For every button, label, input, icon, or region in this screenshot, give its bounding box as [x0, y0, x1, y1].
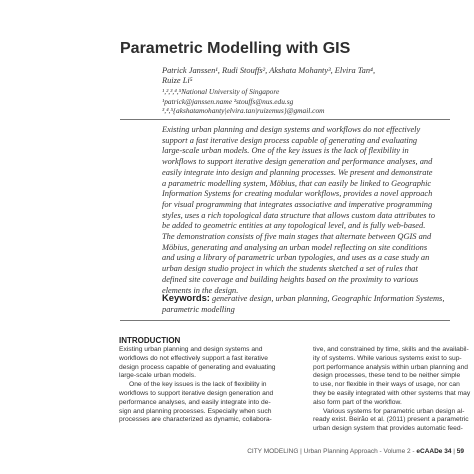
body-line: to use, nor flexible in their ways of usage, nor can	[313, 381, 460, 389]
abstract-line: Existing urban planning and design systems and workflows do not effectively	[162, 125, 421, 134]
footer-running-title: CITY MODELING | Urban Planning Approach - Volume 2 -	[247, 448, 417, 455]
abstract-line: a parametric modelling system, Möbius, that can easily be linked to Geographic	[162, 178, 432, 188]
body-line: they be easily integrated with other systems that may	[313, 389, 471, 397]
abstract-line: Möbius, generating and analysing an urban model reflecting on site conditions	[162, 242, 428, 252]
abstract-line: easily integrate into design and planning processes. We present and demonstrate	[162, 167, 433, 177]
body-line: design process capable of generating and evaluating	[119, 363, 276, 371]
keywords	[162, 292, 445, 315]
abstract-line: support a fast iterative design process capable of generating and evaluating	[162, 135, 418, 145]
body-line: large-scale urban models.	[119, 372, 196, 380]
page-number: 59	[456, 448, 464, 455]
author-line: Ruize Li⁵	[162, 76, 193, 85]
abstract-line: styles, uses a rich topological data structure that allows custom data attributes to	[162, 210, 436, 220]
keywords-label: Keywords:	[162, 292, 210, 303]
abstract-line: urban design studio project in which the students sketched a set of rules that	[162, 264, 418, 274]
body-line: performance analyses, and easily integrate into de-	[119, 398, 271, 406]
abstract-line: defined site coverage and building heights based on the proximity to various	[162, 274, 419, 284]
body-line: workflows do not effectively support a fast iterative	[119, 354, 268, 362]
body-column-left	[119, 346, 291, 425]
body-column-right	[313, 346, 474, 434]
abstract-line: be added to geometric entities at any topological level, and is fully web-based.	[162, 221, 426, 231]
keywords-line: parametric modelling	[162, 304, 235, 314]
author-line: Patrick Janssen¹, Rudi Stouffs², Akshata Mohanty³, Elvira Tan⁴,	[162, 66, 376, 75]
body-line: Various systems for parametric urban design al-	[323, 407, 465, 415]
email-line: ¹patrick@janssen.name ²stouffs@nus.edu.sg	[162, 96, 294, 106]
abstract-bottom-rule	[120, 320, 450, 321]
author-list	[162, 66, 410, 86]
affiliation-line: ¹,²,³,⁴,⁵National University of Singapore	[162, 87, 280, 96]
body-line: One of the key issues is the lack of flexibility in	[129, 381, 267, 389]
abstract-line: for visual programming that integrates associative and imperative programming	[162, 199, 433, 209]
body-line: ready exist. Beirão et al. (2011) present a parametric	[313, 416, 469, 424]
abstract-line: elements in the design.	[162, 285, 239, 295]
body-line: tive, and constrained by time, skills and the availabil-	[313, 346, 469, 353]
abstract-line: and using a library of parametric urban typologies, and uses as a case study an	[162, 253, 430, 263]
abstract-top-rule	[120, 119, 450, 120]
footer-separator: |	[451, 448, 457, 455]
abstract-line: large-scale urban models. One of the key issues is the lack of flexibility in	[162, 146, 409, 156]
affiliation-block	[162, 87, 410, 116]
footer-journal: eCAADe 34	[416, 448, 452, 455]
body-line: sign and planning processes. Especially when such	[119, 407, 272, 415]
page-footer	[247, 448, 464, 455]
body-line: workflows to support iterative design generation and	[119, 389, 274, 397]
body-line: ity of systems. While various systems exist to sup-	[313, 354, 462, 362]
keywords-text: generative design, urban planning, Geographic Information Systems,	[209, 294, 445, 303]
abstract-line: Information Systems for creating modular workflows, provides a novel approach	[162, 189, 433, 199]
abstract	[162, 125, 442, 296]
section-heading: INTRODUCTION	[119, 336, 181, 345]
abstract-line: workflows to support iterative design generation and performance analyses, and	[162, 157, 433, 167]
email-line: ³,⁴,⁵{akshatamohanty|elvira.tan|ruizemus}@gmail.com	[162, 106, 325, 116]
body-line: design processes, these tend to be neither simple	[313, 372, 461, 380]
body-line: processes are characterized as dynamic, collabora-	[119, 416, 272, 424]
keywords-line	[162, 292, 445, 305]
body-line: also form part of the workflow.	[313, 398, 402, 406]
body-line: port performance analysis within urban planning and	[313, 363, 469, 371]
abstract-line: The demonstration consists of five main stages that alternate between QGIS and	[162, 232, 432, 242]
body-line: urban design system that provides automatic feed-	[313, 425, 463, 433]
paper-title: Parametric Modelling with GIS	[120, 40, 351, 57]
body-line: Existing urban planning and design systems and	[119, 346, 263, 353]
